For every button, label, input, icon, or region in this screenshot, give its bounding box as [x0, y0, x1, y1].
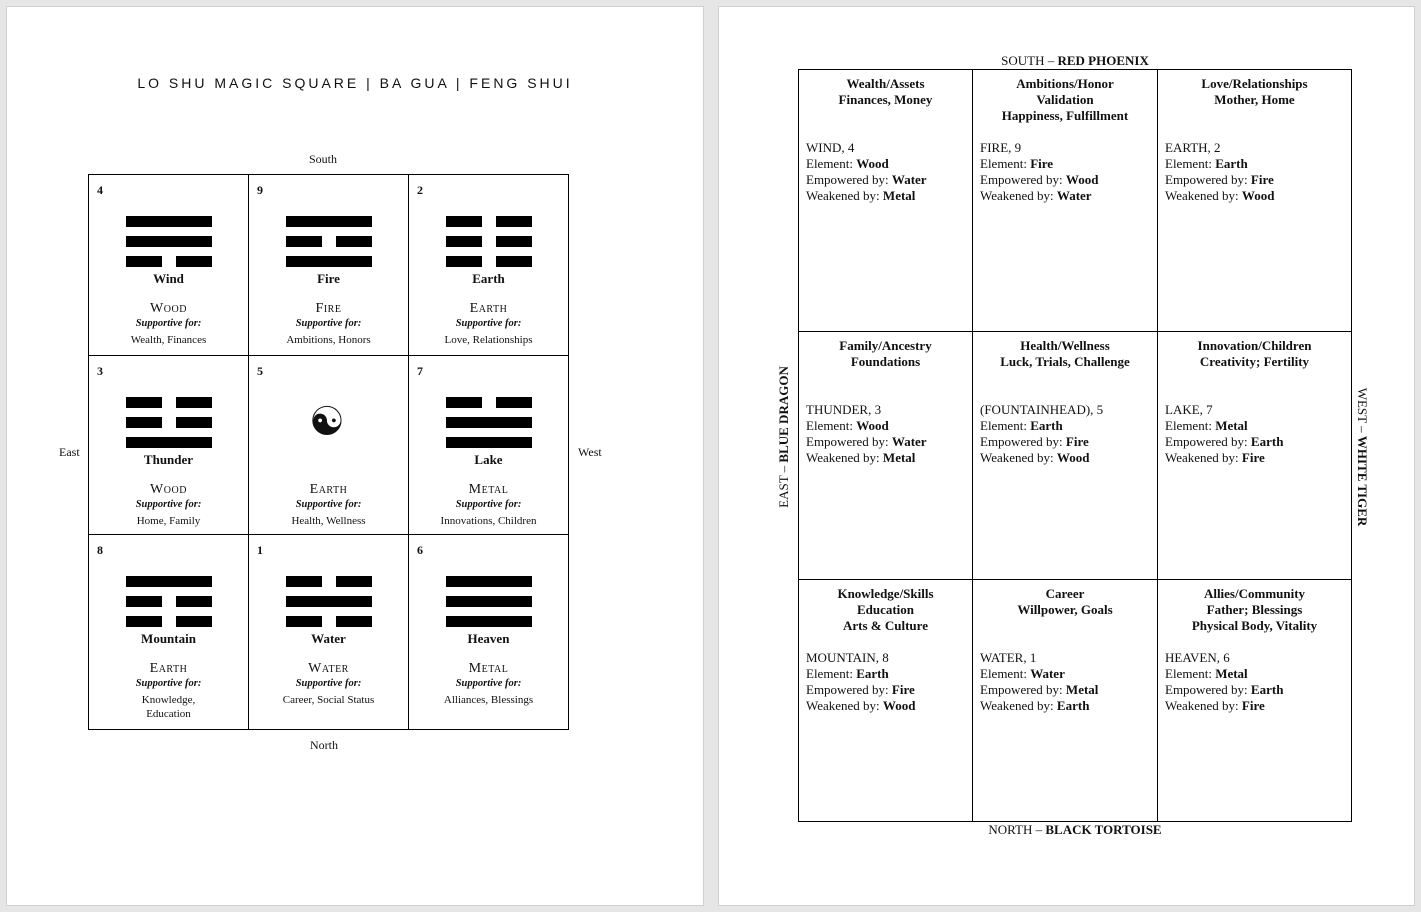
weakened-label: Weakened by: [1165, 698, 1242, 713]
gua-name: FIRE, 9 [980, 140, 1022, 155]
element-value: Wood [856, 418, 889, 433]
element-name: Fire [315, 301, 342, 316]
supportive-areas [409, 693, 568, 707]
weakened-row [806, 188, 965, 204]
element-row [1165, 666, 1344, 682]
empowered-value: Wood [1065, 172, 1099, 187]
trigram-line [126, 256, 212, 267]
weakened-label: Weakened by: [980, 450, 1057, 465]
area-title: Wealth/Assets [846, 76, 925, 91]
empowered-row [806, 172, 965, 188]
trigram-name: Water [311, 631, 346, 646]
gua-name: HEAVEN, 6 [1165, 650, 1230, 665]
trigram-icon [446, 576, 532, 627]
element-label: Element: [1165, 156, 1216, 171]
direction-west: West [578, 445, 602, 459]
trigram-line [446, 417, 532, 428]
area-title: Arts & Culture [843, 618, 928, 633]
area-title: Willpower, Goals [1017, 602, 1113, 617]
area-title: Innovation/Children [1197, 338, 1312, 353]
element-label: Element: [980, 418, 1031, 433]
ba-gua-grid [798, 69, 1352, 822]
element-row [806, 418, 965, 434]
element-value: Earth [1215, 156, 1248, 171]
lo-shu-cell [89, 535, 249, 729]
yin-yang-icon: ☯ [309, 399, 345, 445]
area-title: Validation [1036, 92, 1094, 107]
trigram-line [126, 236, 212, 247]
supportive-areas [89, 514, 248, 528]
empowered-row [980, 172, 1150, 188]
trigram-icon [286, 216, 372, 267]
direction-prefix: SOUTH – [1001, 53, 1058, 68]
weakened-label: Weakened by: [1165, 188, 1242, 203]
element-value: Fire [1030, 156, 1054, 171]
supportive-area-line: Alliances, Blessings [443, 694, 534, 706]
element-row [806, 666, 965, 682]
trigram-line [446, 576, 532, 587]
supportive-area-line: Innovations, Children [440, 515, 537, 527]
cell-number: 7 [417, 364, 423, 378]
trigram-line [126, 417, 212, 428]
trigram-name: Mountain [141, 631, 196, 646]
trigram-line [286, 596, 372, 607]
element-label: Element: [806, 666, 857, 681]
gua-info [806, 650, 965, 714]
trigram-icon [286, 576, 372, 627]
element-row [806, 156, 965, 172]
lo-shu-cell [409, 356, 568, 535]
element-name: Wood [150, 301, 187, 316]
supportive-label: Supportive for: [135, 318, 202, 329]
area-title: Knowledge/Skills [837, 586, 934, 601]
weakened-label: Weakened by: [806, 188, 883, 203]
trigram-line [446, 437, 532, 448]
lo-shu-cell [409, 535, 568, 729]
element-name: Metal [468, 482, 509, 497]
trigram-name: Thunder [143, 452, 194, 467]
direction-guardian: RED PHOENIX [1057, 53, 1149, 68]
empowered-row [806, 682, 965, 698]
trigram-icon [126, 397, 212, 448]
direction-prefix: NORTH – [988, 822, 1046, 837]
ba-gua-cell [973, 580, 1158, 821]
element-row [1165, 156, 1344, 172]
empowered-label: Empowered by: [980, 172, 1066, 187]
cell-number: 2 [417, 183, 423, 197]
trigram-icon [126, 216, 212, 267]
weakened-row [980, 450, 1150, 466]
lo-shu-cell [409, 175, 568, 356]
area-title: Allies/Community [1203, 586, 1306, 601]
supportive-areas [249, 333, 408, 347]
supportive-area-line: Wealth, Finances [130, 334, 207, 346]
element-value: Earth [1030, 418, 1063, 433]
empowered-label: Empowered by: [806, 434, 892, 449]
empowered-value: Fire [1250, 172, 1274, 187]
supportive-areas [89, 693, 248, 721]
trigram-name: Wind [153, 271, 184, 286]
weakened-row [980, 188, 1150, 204]
supportive-label: Supportive for: [455, 499, 522, 510]
weakened-value: Earth [1056, 698, 1090, 713]
direction-prefix: EAST – [776, 462, 791, 508]
supportive-label: Supportive for: [295, 499, 362, 510]
area-title: Physical Body, Vitality [1191, 618, 1318, 633]
trigram-line [286, 616, 372, 627]
ba-gua-cell [799, 332, 973, 580]
trigram-name: Heaven [467, 631, 510, 646]
area-titles [1165, 586, 1344, 650]
supportive-area-line: Ambitions, Honors [286, 334, 371, 346]
gua-name: THUNDER, 3 [806, 402, 882, 417]
supportive-label: Supportive for: [135, 678, 202, 689]
direction-prefix: WEST – [1355, 387, 1370, 436]
weakened-value: Wood [1241, 188, 1275, 203]
trigram-line [286, 256, 372, 267]
area-titles [1165, 76, 1344, 140]
weakened-value: Metal [882, 188, 916, 203]
element-row [980, 156, 1150, 172]
trigram-line [286, 236, 372, 247]
ba-gua-cell [1158, 580, 1351, 821]
direction-guardian: BLUE DRAGON [776, 366, 791, 463]
gua-info [980, 140, 1150, 204]
area-title: Health/Wellness [1020, 338, 1110, 353]
trigram-icon [446, 216, 532, 267]
weakened-label: Weakened by: [980, 698, 1057, 713]
direction-south-label [719, 53, 1421, 69]
area-titles [980, 76, 1150, 140]
direction-east: East [59, 445, 80, 459]
direction-west-label [1354, 377, 1370, 537]
gua-info [806, 140, 965, 204]
ba-gua-cell [1158, 332, 1351, 580]
empowered-row [806, 434, 965, 450]
element-name: Water [308, 661, 349, 676]
supportive-area-line: Health, Wellness [291, 515, 366, 527]
supportive-label: Supportive for: [455, 318, 522, 329]
cell-number: 1 [257, 543, 263, 557]
element-label: Element: [980, 156, 1031, 171]
element-value: Metal [1215, 666, 1248, 681]
supportive-areas [249, 514, 408, 528]
empowered-label: Empowered by: [980, 434, 1066, 449]
element-label: Element: [980, 666, 1031, 681]
weakened-row [980, 698, 1150, 714]
supportive-area-line: Home, Family [136, 515, 201, 527]
element-name: Metal [468, 661, 509, 676]
area-title: Education [856, 602, 915, 617]
trigram-line [126, 576, 212, 587]
weakened-value: Wood [882, 698, 916, 713]
supportive-area-line: Knowledge, [141, 694, 196, 706]
area-titles [980, 586, 1150, 650]
trigram-name: Lake [474, 452, 503, 467]
area-title: Mother, Home [1214, 92, 1295, 107]
cell-number: 6 [417, 543, 423, 557]
element-name: Earth [309, 482, 348, 497]
weakened-value: Fire [1241, 698, 1265, 713]
weakened-label: Weakened by: [980, 188, 1057, 203]
weakened-row [806, 698, 965, 714]
empowered-row [980, 434, 1150, 450]
empowered-value: Water [891, 172, 927, 187]
area-title: Foundations [850, 354, 921, 369]
direction-guardian: BLACK TORTOISE [1045, 822, 1162, 837]
lo-shu-cell [89, 356, 249, 535]
weakened-label: Weakened by: [806, 450, 883, 465]
empowered-label: Empowered by: [1165, 172, 1251, 187]
supportive-areas [89, 333, 248, 347]
direction-guardian: WHITE TIGER [1355, 435, 1370, 527]
supportive-label: Supportive for: [455, 678, 522, 689]
empowered-row [980, 682, 1150, 698]
weakened-label: Weakened by: [1165, 450, 1242, 465]
right-page [718, 6, 1415, 906]
supportive-areas [409, 514, 568, 528]
direction-south: South [309, 152, 338, 166]
element-value: Water [1030, 666, 1065, 681]
supportive-area-line: Love, Relationships [444, 334, 533, 346]
element-label: Element: [1165, 418, 1216, 433]
empowered-label: Empowered by: [806, 682, 892, 697]
supportive-areas [409, 333, 568, 347]
lo-shu-cell [89, 175, 249, 356]
supportive-label: Supportive for: [295, 318, 362, 329]
cell-number: 9 [257, 183, 263, 197]
cell-number: 4 [97, 183, 103, 197]
direction-north-label [719, 822, 1421, 838]
empowered-label: Empowered by: [1165, 434, 1251, 449]
supportive-area-line: Education [146, 708, 191, 720]
page-title: LO SHU MAGIC SQUARE | BA GUA | FENG SHUI [137, 75, 573, 91]
gua-info [980, 650, 1150, 714]
ba-gua-cell [1158, 70, 1351, 332]
element-row [1165, 418, 1344, 434]
weakened-row [1165, 450, 1344, 466]
trigram-icon [446, 397, 532, 448]
empowered-label: Empowered by: [1165, 682, 1251, 697]
ba-gua-cell [799, 580, 973, 821]
gua-info [1165, 140, 1344, 204]
element-row [980, 418, 1150, 434]
weakened-value: Fire [1241, 450, 1265, 465]
trigram-line [126, 437, 212, 448]
trigram-line [126, 216, 212, 227]
gua-name: WIND, 4 [806, 140, 855, 155]
empowered-value: Earth [1250, 434, 1284, 449]
weakened-row [806, 450, 965, 466]
weakened-label: Weakened by: [806, 698, 883, 713]
element-label: Element: [1165, 666, 1216, 681]
element-value: Wood [856, 156, 889, 171]
gua-name: MOUNTAIN, 8 [806, 650, 889, 665]
supportive-label: Supportive for: [135, 499, 202, 510]
trigram-line [446, 216, 532, 227]
weakened-value: Wood [1056, 450, 1090, 465]
direction-north: North [310, 738, 338, 752]
empowered-row [1165, 172, 1344, 188]
area-titles [806, 76, 965, 140]
element-label: Element: [806, 418, 857, 433]
cell-number: 5 [257, 364, 263, 378]
trigram-line [446, 596, 532, 607]
trigram-line [126, 616, 212, 627]
trigram-line [446, 256, 532, 267]
trigram-line [446, 236, 532, 247]
ba-gua-cell [973, 70, 1158, 332]
area-titles [980, 338, 1150, 402]
lo-shu-cell [249, 356, 409, 535]
area-title: Love/Relationships [1201, 76, 1308, 91]
weakened-value: Water [1056, 188, 1092, 203]
element-name: Earth [149, 661, 188, 676]
supportive-areas [249, 693, 408, 707]
area-title: Creativity; Fertility [1199, 354, 1310, 369]
ba-gua-cell [973, 332, 1158, 580]
empowered-value: Fire [1065, 434, 1089, 449]
gua-name: EARTH, 2 [1165, 140, 1221, 155]
trigram-line [286, 576, 372, 587]
trigram-line [126, 397, 212, 408]
empowered-value: Metal [1065, 682, 1099, 697]
supportive-label: Supportive for: [295, 678, 362, 689]
trigram-line [446, 397, 532, 408]
area-title: Luck, Trials, Challenge [1000, 354, 1130, 369]
empowered-label: Empowered by: [806, 172, 892, 187]
area-title: Happiness, Fulfillment [1001, 108, 1129, 123]
trigram-icon [126, 576, 212, 627]
direction-east-label [776, 357, 792, 517]
gua-info [1165, 650, 1344, 714]
left-page [6, 6, 704, 906]
lo-shu-cell [249, 175, 409, 356]
ba-gua-cell [799, 70, 973, 332]
gua-info [1165, 402, 1344, 466]
gua-name: WATER, 1 [980, 650, 1037, 665]
element-row [980, 666, 1150, 682]
lo-shu-cell [249, 535, 409, 729]
empowered-row [1165, 434, 1344, 450]
area-titles [806, 338, 965, 402]
empowered-label: Empowered by: [980, 682, 1066, 697]
gua-name: LAKE, 7 [1165, 402, 1213, 417]
element-name: Earth [469, 301, 508, 316]
weakened-row [1165, 698, 1344, 714]
empowered-value: Fire [891, 682, 915, 697]
weakened-value: Metal [882, 450, 916, 465]
element-value: Metal [1215, 418, 1248, 433]
cell-number: 8 [97, 543, 103, 557]
trigram-line [446, 616, 532, 627]
element-name: Wood [150, 482, 187, 497]
empowered-value: Earth [1250, 682, 1284, 697]
area-title: Finances, Money [838, 92, 933, 107]
empowered-value: Water [891, 434, 927, 449]
lo-shu-grid [88, 174, 569, 730]
element-label: Element: [806, 156, 857, 171]
area-title: Family/Ancestry [839, 338, 932, 353]
empowered-row [1165, 682, 1344, 698]
gua-info [980, 402, 1150, 466]
supportive-area-line: Career, Social Status [282, 694, 375, 706]
area-titles [806, 586, 965, 650]
trigram-line [286, 216, 372, 227]
weakened-row [1165, 188, 1344, 204]
trigram-line [126, 596, 212, 607]
area-title: Father; Blessings [1206, 602, 1303, 617]
cell-number: 3 [97, 364, 103, 378]
area-title: Ambitions/Honor [1016, 76, 1114, 91]
gua-info [806, 402, 965, 466]
trigram-name: Fire [317, 271, 340, 286]
gua-name: (FOUNTAINHEAD), 5 [980, 402, 1104, 417]
area-title: Career [1045, 586, 1085, 601]
trigram-name: Earth [472, 271, 505, 286]
area-titles [1165, 338, 1344, 402]
element-value: Earth [856, 666, 889, 681]
